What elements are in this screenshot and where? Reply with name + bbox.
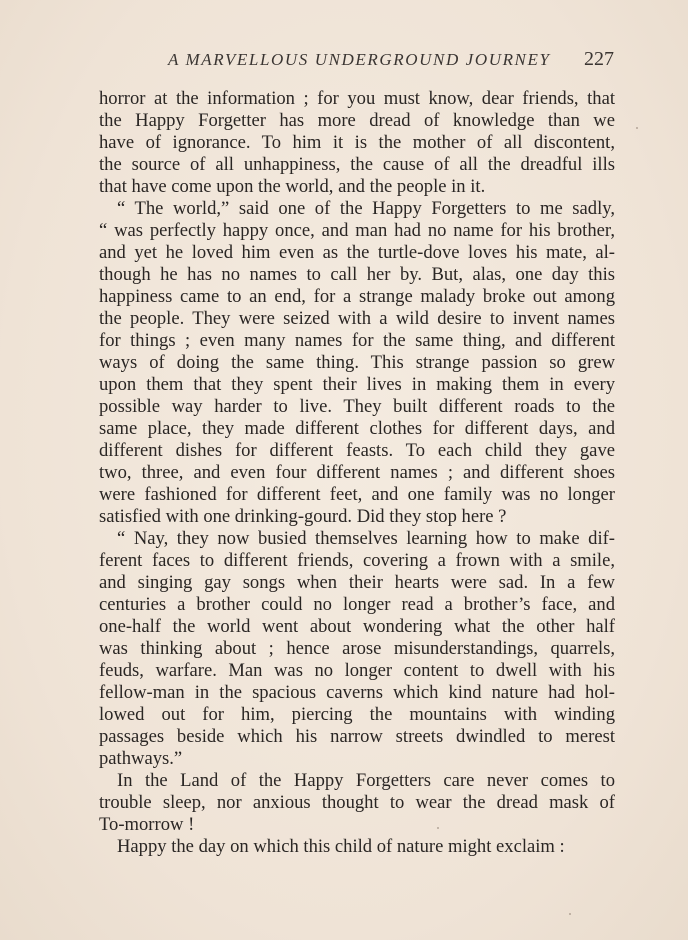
text-line: “ Nay, they now busied themselves learning how to make dif- bbox=[117, 528, 615, 549]
text-line: were fashioned for different feet, and one family was no longer bbox=[99, 484, 615, 505]
text-line: To-morrow ! bbox=[99, 814, 195, 835]
text-line: pathways.” bbox=[99, 748, 183, 769]
text-line: upon them that they spent their lives in making them in every bbox=[99, 374, 615, 395]
text-line: one-half the world went about wondering what the other half bbox=[99, 616, 615, 637]
text-line: lowed out for him, piercing the mountains with winding bbox=[99, 704, 615, 725]
text-line: two, three, and even four different names ; and different shoes bbox=[99, 462, 615, 483]
text-line: centuries a brother could no longer read a brother’s face, and bbox=[99, 594, 615, 615]
text-line: “ The world,” said one of the Happy Forgetters to me sadly, bbox=[117, 198, 615, 219]
paper-speck bbox=[636, 127, 638, 129]
text-line: passages beside which his narrow streets dwindled to merest bbox=[99, 726, 615, 747]
text-line: the people. They were seized with a wild desire to invent names bbox=[99, 308, 615, 329]
text-line: satisfied with one drinking-gourd. Did they stop here ? bbox=[99, 506, 507, 527]
text-line: happiness came to an end, for a strange malady broke out among bbox=[99, 286, 615, 307]
text-line: though he has no names to call her by. But, alas, one day this bbox=[99, 264, 615, 285]
text-line: ferent faces to different friends, covering a frown with a smile, bbox=[99, 550, 615, 571]
running-head-title: A MARVELLOUS UNDERGROUND JOURNEY bbox=[168, 50, 551, 69]
text-line: same place, they made different clothes for different days, and bbox=[99, 418, 615, 439]
text-line: fellow-man in the spacious caverns which kind nature had hol- bbox=[99, 682, 615, 703]
text-line: “ was perfectly happy once, and man had no name for his brother, bbox=[99, 220, 615, 241]
paper-speck bbox=[569, 913, 571, 915]
text-line: the Happy Forgetter has more dread of knowledge than we bbox=[99, 110, 615, 131]
text-line: and yet he loved him even as the turtle-dove loves his mate, al- bbox=[99, 242, 615, 263]
text-line: feuds, warfare. Man was no longer content to dwell with his bbox=[99, 660, 615, 681]
text-line: possible way harder to live. They built different roads to the bbox=[99, 396, 615, 417]
text-line: have of ignorance. To him it is the mother of all discontent, bbox=[99, 132, 615, 153]
paper-speck bbox=[437, 827, 439, 829]
page-number: 227 bbox=[584, 48, 614, 70]
text-line: Happy the day on which this child of nature might exclaim : bbox=[117, 836, 565, 857]
text-line: ways of doing the same thing. This strange passion so grew bbox=[99, 352, 615, 373]
running-head bbox=[168, 50, 616, 72]
text-line: was thinking about ; hence arose misunderstandings, quarrels, bbox=[99, 638, 615, 659]
text-line: for things ; even many names for the same thing, and different bbox=[99, 330, 615, 351]
text-line: different dishes for different feasts. To each child they gave bbox=[99, 440, 615, 461]
text-line: In the Land of the Happy Forgetters care never comes to bbox=[117, 770, 615, 791]
text-line: that have come upon the world, and the people in it. bbox=[99, 176, 486, 197]
body-text bbox=[99, 88, 615, 858]
text-line: trouble sleep, nor anxious thought to wear the dread mask of bbox=[99, 792, 615, 813]
text-line: horror at the information ; for you must know, dear friends, that bbox=[99, 88, 615, 109]
text-line: and singing gay songs when their hearts were sad. In a few bbox=[99, 572, 615, 593]
text-line: the source of all unhappiness, the cause of all the dreadful ills bbox=[99, 154, 615, 175]
